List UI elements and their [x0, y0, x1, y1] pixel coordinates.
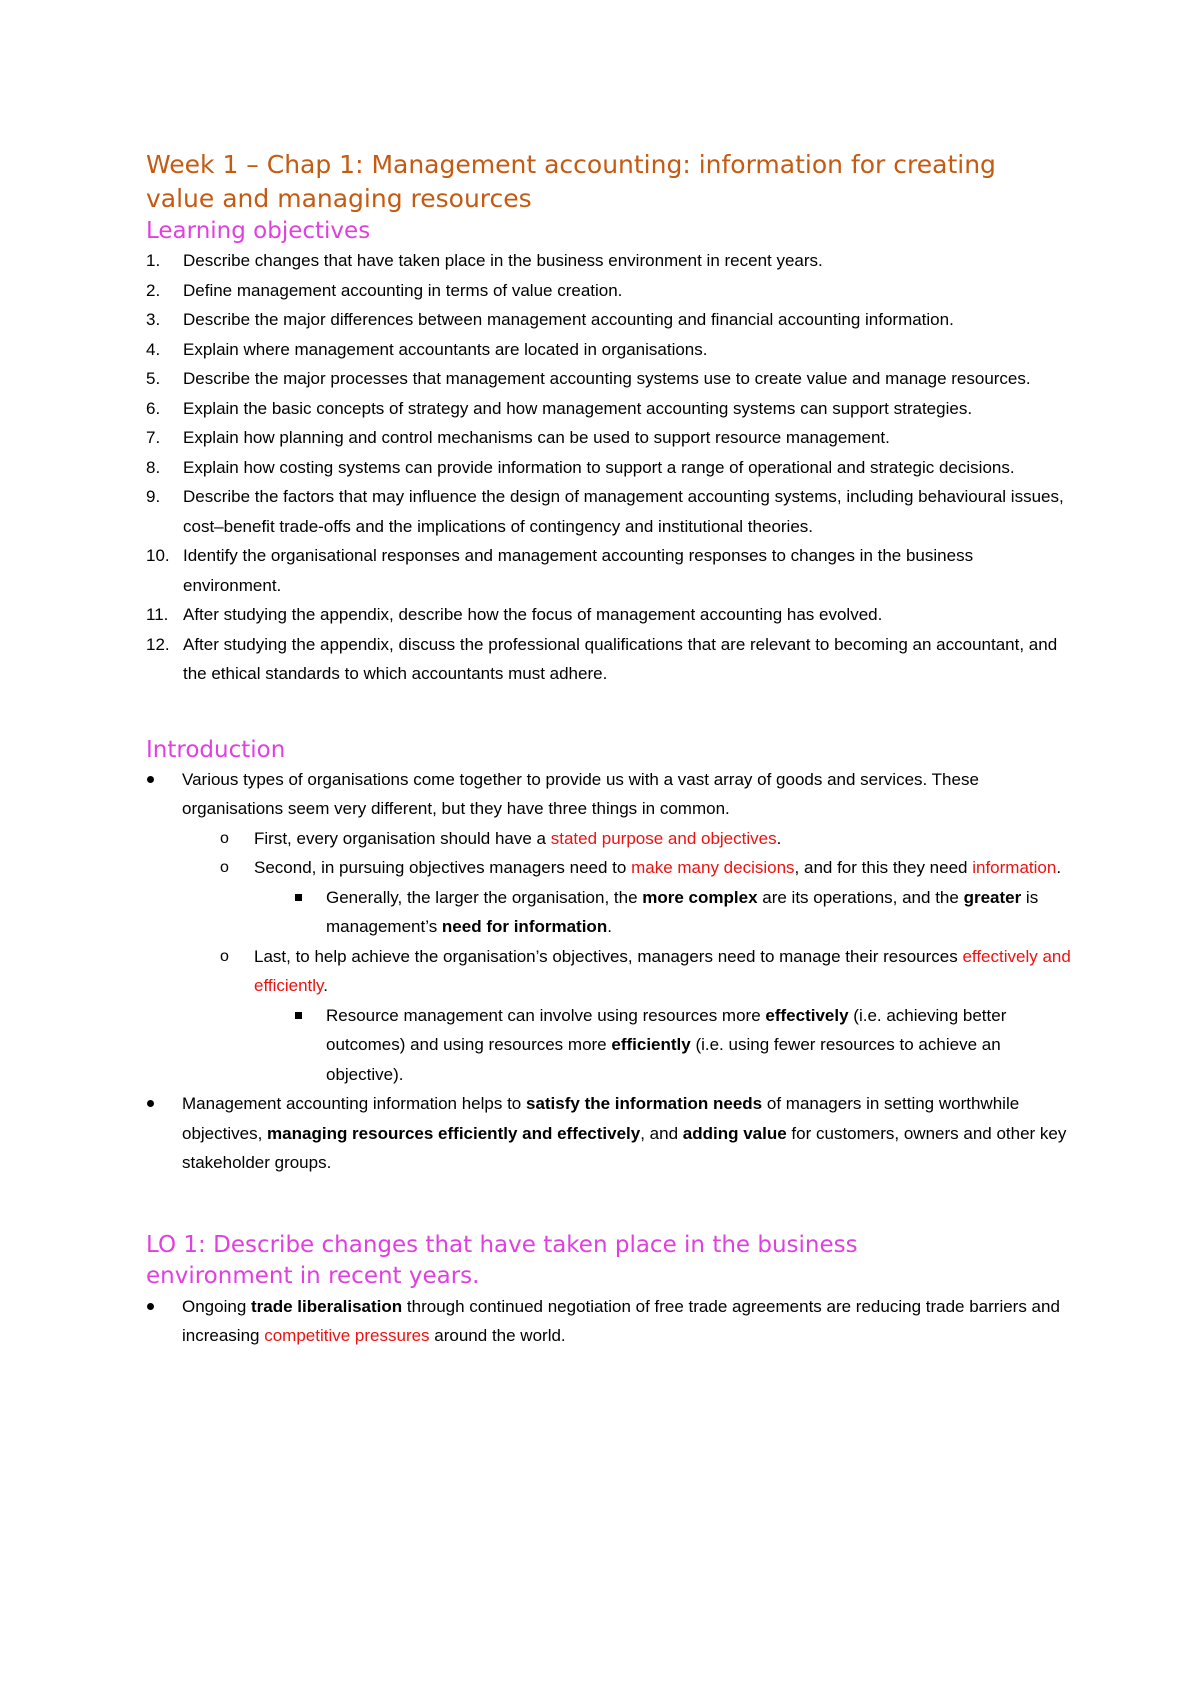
highlight-text: effectively and efficiently [254, 946, 1071, 995]
list-item [146, 276, 1076, 306]
list-text: Identify the organisational responses and management accounting responses to changes in the business environment. [183, 546, 974, 595]
list-item [146, 453, 1076, 483]
list-text: Explain the basic concepts of strategy and how management accounting systems can support strategies. [183, 398, 973, 418]
list-text: After studying the appendix, describe how the focus of management accounting has evolved. [183, 605, 883, 624]
list-number: 1. [146, 251, 161, 270]
list-number: 8. [146, 457, 161, 477]
text: of managers in setting worthwhile objectives, [182, 1094, 1020, 1143]
text: through continued negotiation of free trade agreements are reducing trade barriers and increasing [182, 1296, 1060, 1345]
introduction-list [109, 765, 1076, 1178]
text: . [776, 828, 782, 848]
bullet-circle-icon: o [220, 947, 229, 965]
bold-text: greater [963, 887, 1022, 907]
list-number: 2. [146, 280, 161, 300]
bullet-square-icon [295, 894, 302, 901]
bullet-dot-icon [147, 1100, 154, 1107]
list-number: 9. [146, 487, 161, 506]
text: Second, in pursuing objectives managers need to [254, 858, 632, 877]
text: . [607, 917, 612, 936]
text: is management’s [326, 887, 1039, 936]
list-item [181, 853, 1076, 942]
list-item [146, 630, 1076, 689]
bold-text: managing resources efficiently and effectively [267, 1123, 641, 1143]
text: (i.e. achieving better outcomes) and using resources more [326, 1005, 1007, 1054]
text: Generally, the larger the organisation, the [326, 887, 643, 907]
list-item [146, 246, 1076, 276]
bold-text: more complex [642, 887, 758, 907]
learning-objectives-heading: Learning objectives [146, 218, 371, 244]
list-text: After studying the appendix, discuss the professional qualifications that are relevant to becoming an accountant, and the ethical standards to which accountants must adhere. [183, 634, 1058, 683]
list-item [253, 1001, 1076, 1090]
bold-text: effectively [765, 1005, 849, 1025]
highlight-text: make many decisions [631, 858, 795, 877]
bullet-dot-icon [147, 776, 154, 783]
lo1-heading: LO 1: Describe changes that have taken place in the business environment in recent years. [146, 1231, 858, 1289]
text: , and for this they need [794, 858, 973, 877]
bullet-circle-icon: o [220, 829, 229, 847]
learning-objectives-list [146, 246, 1076, 689]
bullet-circle-icon: o [220, 859, 229, 876]
list-item [109, 1089, 1076, 1178]
list-number: 5. [146, 369, 161, 388]
text: around the world. [429, 1326, 566, 1345]
list-text: Explain how costing systems can provide information to support a range of operational and strategic decisions. [183, 457, 1015, 477]
list-item [146, 305, 1076, 335]
list-number: 7. [146, 428, 161, 447]
spacer [146, 1178, 1076, 1230]
list-number: 11. [146, 605, 169, 624]
list-item [181, 942, 1076, 1090]
list-text: Define management accounting in terms of value creation. [183, 280, 623, 300]
list-number: 3. [146, 310, 161, 329]
list-text: Describe changes that have taken place in the business environment in recent years. [183, 251, 823, 270]
list-item [146, 482, 1076, 541]
text: Resource management can involve using resources more [326, 1005, 766, 1025]
list-item [146, 600, 1076, 630]
list-number: 6. [146, 398, 161, 418]
bold-text: satisfy the information needs [525, 1094, 763, 1113]
text: are its operations, and the [757, 887, 964, 907]
highlight-text: competitive pressures [264, 1326, 430, 1345]
list-item [146, 335, 1076, 365]
introduction-heading: Introduction [146, 736, 286, 763]
sub-sub-list [254, 883, 1076, 942]
highlight-text: information [972, 858, 1057, 877]
intro-point-text: Various types of organisations come together to provide us with a vast array of goods and services. These organisations seem very different, but they have three things in common. [182, 769, 979, 818]
bullet-square-icon [295, 1012, 302, 1019]
list-item [146, 394, 1076, 424]
list-item [253, 883, 1076, 942]
document-title: Week 1 – Chap 1: Management accounting: information for creating value and managing resources [146, 150, 996, 213]
list-item [146, 541, 1076, 600]
lo1-list [109, 1292, 1076, 1351]
list-item [109, 1292, 1076, 1351]
list-text: Describe the factors that may influence the design of management accounting systems, including behavioural issues, cost–benefit trade-offs and the implications of contingency and institutional theories. [183, 487, 1064, 536]
bullet-dot-icon [147, 1303, 154, 1310]
list-text: Describe the major differences between management accounting and financial accounting information. [183, 310, 954, 329]
bold-text: need for information [441, 917, 608, 936]
list-item [146, 423, 1076, 453]
document-content [146, 148, 1076, 1351]
spacer [146, 689, 1076, 735]
sub-sub-list [254, 1001, 1076, 1090]
bold-text: trade liberalisation [251, 1296, 403, 1316]
text: Ongoing [182, 1296, 251, 1316]
text: . [1056, 858, 1062, 877]
list-number: 4. [146, 339, 161, 359]
list-number: 12. [146, 634, 170, 654]
list-number: 10. [146, 546, 170, 565]
text: Last, to help achieve the organisation’s objectives, managers need to manage their resources [254, 946, 963, 966]
bold-text: adding value [682, 1123, 787, 1143]
text: for customers, owners and other key stakeholder groups. [182, 1123, 1067, 1172]
text: . [323, 976, 329, 995]
highlight-text: stated purpose and objectives [550, 828, 777, 848]
sub-list [182, 824, 1076, 1090]
bold-text: efficiently [611, 1035, 691, 1054]
text: (i.e. using fewer resources to achieve an objective). [326, 1035, 1001, 1084]
list-text: Explain how planning and control mechanisms can be used to support resource management. [183, 428, 890, 447]
list-text: Explain where management accountants are located in organisations. [183, 339, 708, 359]
text: Management accounting information helps to [182, 1094, 526, 1113]
text: , and [640, 1123, 683, 1143]
list-item [109, 765, 1076, 1090]
list-item [146, 364, 1076, 394]
list-item [181, 824, 1076, 854]
text: First, every organisation should have a [254, 828, 551, 848]
list-text: Describe the major processes that management accounting systems use to create value and manage resources. [183, 369, 1031, 388]
